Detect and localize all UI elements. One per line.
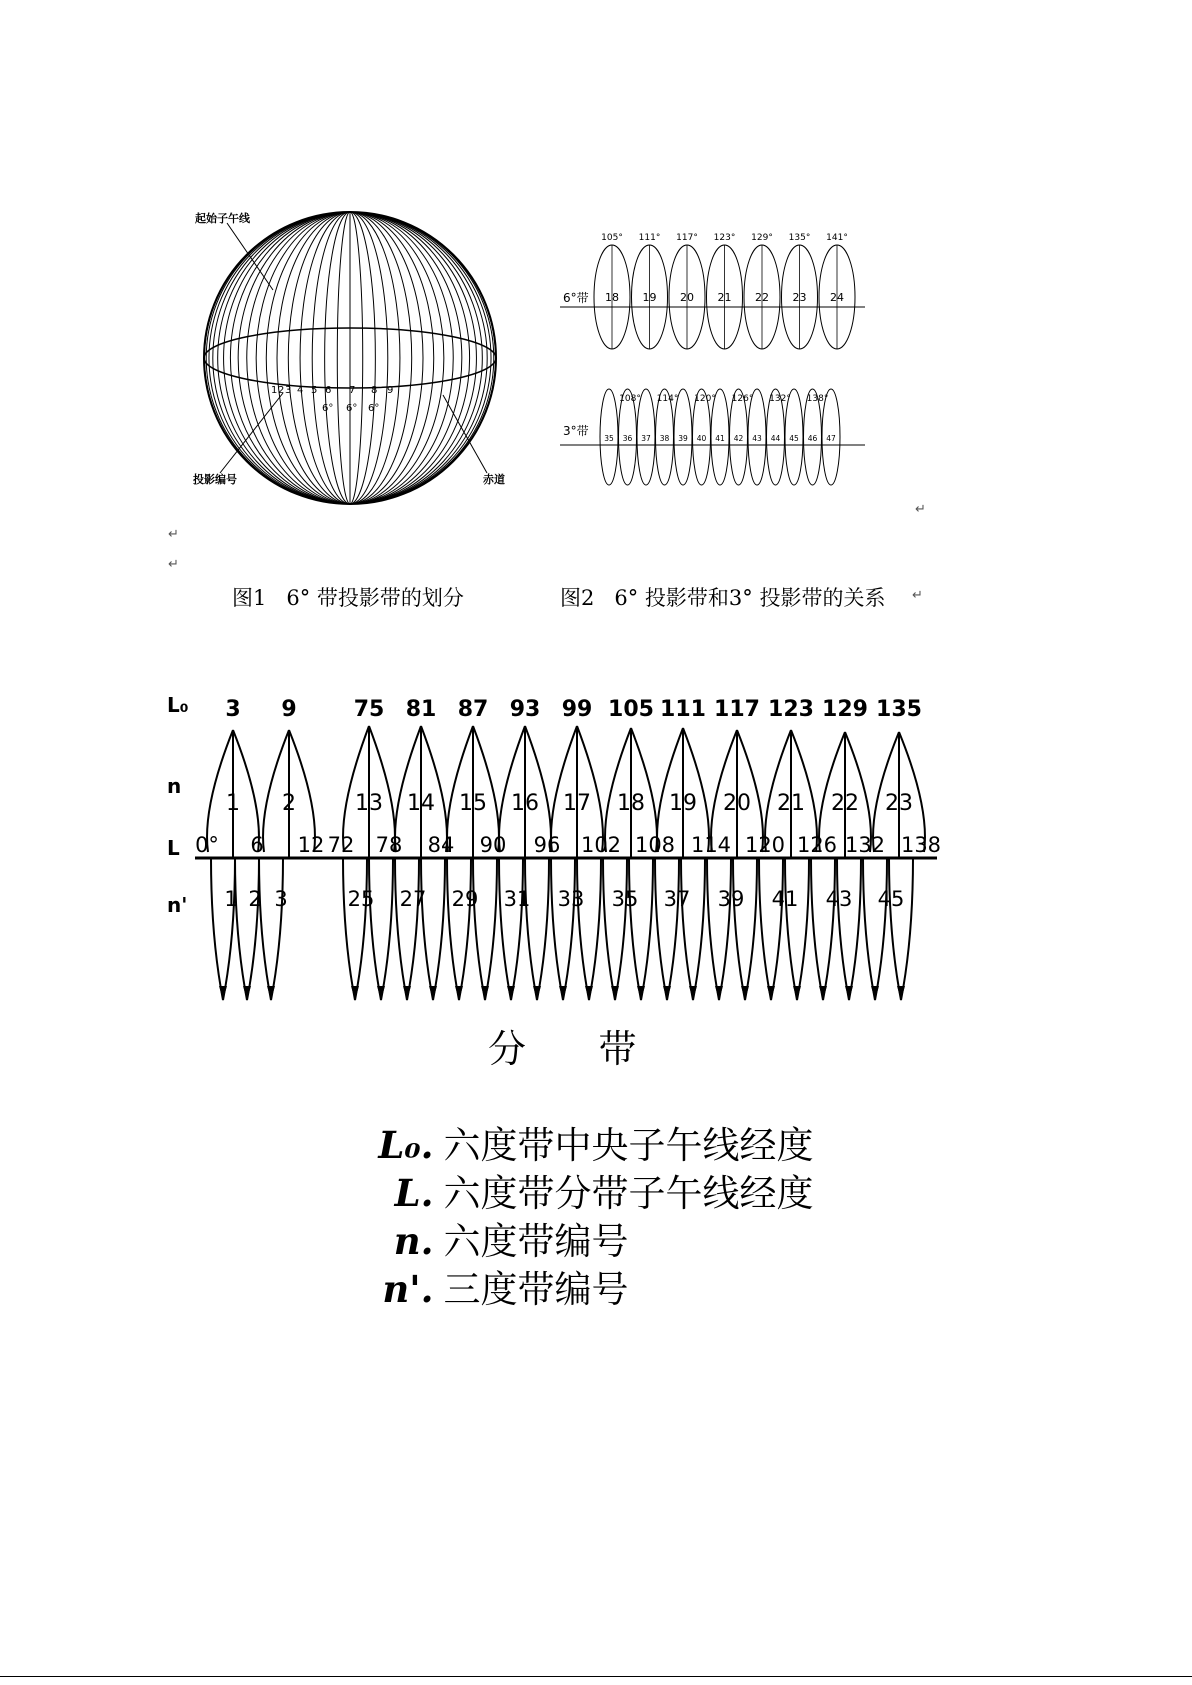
lobe-tip: [871, 986, 879, 1000]
L-value: 84: [427, 833, 455, 857]
L0-value: 135: [876, 697, 922, 722]
three-degree-lobe: [629, 858, 653, 1000]
zone-number: 9: [387, 385, 394, 396]
six-degree-zone-number: 24: [830, 291, 844, 304]
three-degree-lobe: [889, 858, 913, 1000]
lobe-tip: [403, 986, 411, 1000]
meridian-line: [350, 212, 482, 504]
n-value: 2: [282, 791, 296, 816]
figure-1-globe: [165, 205, 510, 520]
paragraph-mark: ↵: [912, 588, 923, 603]
three-degree-meridian-label: 120°: [694, 394, 716, 404]
three-degree-zone-number: 42: [733, 434, 744, 443]
three-degree-zone-number: 47: [826, 434, 836, 443]
L-value: 78: [375, 833, 403, 857]
lobe-tip: [455, 986, 463, 1000]
three-degree-lobe: [551, 858, 575, 1000]
three-degree-zone-number: 38: [659, 434, 670, 443]
n-value: 14: [407, 791, 435, 816]
n-prime-value: 2: [248, 887, 262, 911]
zone-number: 4: [297, 385, 304, 396]
lobe-tip: [845, 986, 853, 1000]
lobe-tip: [767, 986, 775, 1000]
row-label-L: L: [167, 836, 180, 860]
n-value: 20: [723, 791, 751, 816]
row-label-L0: L₀: [167, 693, 189, 717]
three-degree-zone-number: 45: [789, 434, 799, 443]
three-degree-lobe: [603, 858, 627, 1000]
lobe-tip: [507, 986, 515, 1000]
three-degree-lobe: [447, 858, 471, 1000]
lobe-tip: [819, 986, 827, 1000]
lobe-tip: [741, 986, 749, 1000]
meridian-line: [350, 212, 363, 504]
zone-number: 7: [349, 385, 356, 396]
paragraph-mark: ↵: [168, 527, 179, 542]
three-degree-lobe: [811, 858, 835, 1000]
legend-description: 三度带编号: [443, 1268, 629, 1311]
six-degree-zone-number: 19: [642, 291, 657, 304]
L0-value: 129: [822, 697, 868, 722]
three-degree-lobe: [837, 858, 861, 1000]
L-value: 102: [580, 833, 622, 857]
n-value: 23: [885, 791, 913, 816]
three-degree-zone-number: 44: [770, 434, 781, 443]
meridian-line: [350, 212, 388, 504]
lobe-tip: [611, 986, 619, 1000]
three-degree-lobe: [369, 858, 393, 1000]
equator-label: 赤道: [483, 473, 505, 486]
meridian-line: [350, 212, 494, 504]
three-degree-lobe: [473, 858, 497, 1000]
six-degree-meridian-label: 117°: [676, 233, 698, 243]
zone-number-label: 投影编号: [193, 473, 237, 486]
n-prime-value: 43: [825, 887, 853, 911]
n-value: 19: [669, 791, 697, 816]
L0-value: 93: [509, 697, 541, 722]
three-degree-lobe: [211, 858, 238, 1000]
n-prime-value: 31: [503, 887, 531, 911]
n-prime-value: 25: [347, 887, 375, 911]
six-degree-meridian-label: 135°: [788, 233, 811, 243]
legend-item-n-prime: [330, 1216, 629, 1313]
lobe-tip: [377, 986, 385, 1000]
figure-3-title: 分 带: [488, 1027, 637, 1071]
lobe-tip: [585, 986, 593, 1000]
three-degree-lobe: [421, 858, 445, 1000]
L0-value: 99: [561, 697, 593, 722]
six-degree-meridian-label: 129°: [751, 233, 773, 243]
zone-number: 1: [271, 385, 278, 396]
legend-description: 六度带中央子午线经度: [443, 1124, 814, 1167]
lobe-tip: [897, 986, 905, 1000]
legend-description: 六度带分带子午线经度: [443, 1172, 814, 1215]
n-value: 1: [226, 791, 240, 816]
six-degree-zones: [560, 233, 865, 349]
lobe-tip: [715, 986, 723, 1000]
meridian-line: [312, 212, 350, 504]
six-degree-zone-number: 23: [792, 291, 807, 304]
n-prime-value: 39: [717, 887, 745, 911]
L0-value: 117: [714, 697, 760, 722]
paragraph-mark: ↵: [915, 502, 926, 517]
zone-number: 5: [311, 385, 318, 396]
L0-value: 87: [457, 697, 489, 722]
figure-1-caption: 图1 6° 带投影带的划分: [232, 586, 464, 610]
L0-value: 123: [768, 697, 814, 722]
n-prime-value: 29: [451, 887, 479, 911]
six-degree-meridian-label: 123°: [713, 233, 736, 243]
meridian-line: [213, 212, 350, 504]
figure-2-zones: [555, 225, 875, 495]
n-prime-value: 41: [771, 887, 799, 911]
n-value: 13: [355, 791, 383, 816]
three-degree-meridian-label: 108°: [619, 394, 641, 404]
page-footer-rule: [0, 1676, 1192, 1677]
meridian-line: [337, 212, 350, 504]
n-value: 21: [777, 791, 805, 816]
lobe-tip: [663, 986, 671, 1000]
meridian-line: [350, 212, 487, 504]
legend-description: 六度带编号: [443, 1220, 629, 1263]
degree-mark: 6°: [346, 403, 358, 414]
lobe-tip: [637, 986, 645, 1000]
n-prime-value: 1: [224, 887, 238, 911]
three-degree-label: 3°带: [563, 424, 589, 438]
six-degree-zone-number: 22: [755, 291, 769, 304]
meridian-line: [350, 212, 476, 504]
lobe-tip: [429, 986, 437, 1000]
three-degree-lobe: [577, 858, 601, 1000]
three-degree-lobe: [395, 858, 419, 1000]
lobe-tip: [219, 986, 227, 1000]
n-value: 18: [617, 791, 645, 816]
three-degree-lobe: [863, 858, 887, 1000]
three-degree-lobe: [499, 858, 523, 1000]
L-value: 90: [479, 833, 507, 857]
n-prime-value: 33: [557, 887, 585, 911]
three-degree-zone-number: 43: [752, 434, 762, 443]
six-degree-zone-number: 21: [717, 291, 732, 304]
three-degree-meridian-label: 138°: [806, 394, 829, 404]
zone-number: 3: [285, 385, 292, 396]
L0-value: 3: [225, 697, 241, 722]
zone-lobes: [195, 726, 937, 1000]
three-degree-zone-number: 40: [696, 434, 707, 443]
three-degree-lobe: [707, 858, 731, 1000]
meridian-line: [206, 212, 350, 504]
three-degree-lobe: [733, 858, 757, 1000]
three-degree-lobe: [655, 858, 679, 1000]
L-value: 96: [533, 833, 561, 857]
three-degree-zone-number: 36: [622, 434, 633, 443]
meridian-line: [224, 212, 350, 504]
L-value: 138: [900, 833, 942, 857]
figure-2-caption: 图2 6° 投影带和3° 投影带的关系: [560, 586, 886, 610]
L-value: 114: [690, 833, 732, 857]
three-degree-lobe: [785, 858, 809, 1000]
six-degree-meridian-label: 141°: [826, 233, 848, 243]
meridian-line: [218, 212, 350, 504]
six-degree-meridian-label: 105°: [601, 233, 623, 243]
three-degree-zone-number: 46: [807, 434, 818, 443]
n-prime-value: 35: [611, 887, 639, 911]
legend-symbol: L₀.: [378, 1123, 434, 1167]
three-degree-meridian-label: 114°: [656, 394, 679, 404]
three-degree-meridian-label: 132°: [769, 394, 791, 404]
row-label-n-prime: n': [167, 893, 188, 917]
zone-number: 6: [325, 385, 332, 396]
six-degree-meridian-label: 111°: [638, 233, 661, 243]
lobe-tip: [243, 986, 251, 1000]
three-degree-lobe: [759, 858, 783, 1000]
zone-labels: [195, 697, 941, 911]
L-value: 72: [327, 833, 355, 857]
L-value: 126: [796, 833, 838, 857]
six-degree-zone-number: 20: [680, 291, 694, 304]
lobe-tip: [689, 986, 697, 1000]
row-label-n: n: [167, 774, 182, 798]
legend-symbol: n'.: [382, 1267, 434, 1311]
three-degree-lobe: [525, 858, 549, 1000]
L0-value: 81: [405, 697, 437, 722]
three-degree-zone-number: 39: [678, 434, 688, 443]
n-prime-value: 37: [663, 887, 691, 911]
zone-number-row: [271, 385, 393, 414]
lobe-tip: [559, 986, 567, 1000]
L0-value: 75: [353, 697, 385, 722]
n-value: 15: [459, 791, 487, 816]
L-value: 12: [297, 833, 325, 857]
degree-mark: 6°: [368, 403, 380, 414]
six-degree-label: 6°带: [563, 291, 589, 305]
paragraph-mark: ↵: [168, 557, 179, 572]
legend-symbol: n.: [393, 1219, 434, 1263]
three-degree-lobe: [259, 858, 283, 1000]
L-value: 120: [744, 833, 786, 857]
globe-graphic: [204, 212, 496, 504]
lobe-tip: [481, 986, 489, 1000]
L0-value: 105: [608, 697, 654, 722]
lobe-tip: [267, 986, 275, 1000]
n-value: 16: [511, 791, 539, 816]
legend-symbol: L.: [394, 1171, 434, 1215]
three-degree-lobe: [681, 858, 705, 1000]
n-prime-value: 27: [399, 887, 427, 911]
L-value: 132: [844, 833, 886, 857]
zone-number: 2: [278, 385, 285, 396]
three-degree-zone-number: 35: [604, 434, 614, 443]
three-degree-zone-number: 37: [641, 434, 651, 443]
n-prime-value: 45: [877, 887, 905, 911]
lobe-tip: [533, 986, 541, 1000]
degree-mark: 6°: [322, 403, 334, 414]
three-degree-meridian-label: 126°: [731, 394, 754, 404]
three-degree-lobe: [235, 858, 262, 1000]
lobe-tip: [793, 986, 801, 1000]
L0-value: 111: [660, 697, 706, 722]
lobe-tip: [351, 986, 359, 1000]
L-value: 108: [634, 833, 676, 857]
L0-value: 9: [281, 697, 297, 722]
three-degree-zones: [560, 389, 865, 485]
L-value: 6: [250, 833, 264, 857]
n-prime-value: 3: [274, 887, 288, 911]
prime-meridian-label: 起始子午线: [195, 212, 250, 225]
n-value: 17: [563, 791, 591, 816]
three-degree-lobe: [343, 858, 367, 1000]
three-degree-zone-number: 41: [715, 434, 725, 443]
n-value: 22: [831, 791, 859, 816]
zone-number: 8: [371, 385, 378, 396]
figure-3-zone-division: [165, 690, 945, 1030]
L-value: 0°: [195, 833, 219, 857]
six-degree-zone-number: 18: [605, 291, 619, 304]
